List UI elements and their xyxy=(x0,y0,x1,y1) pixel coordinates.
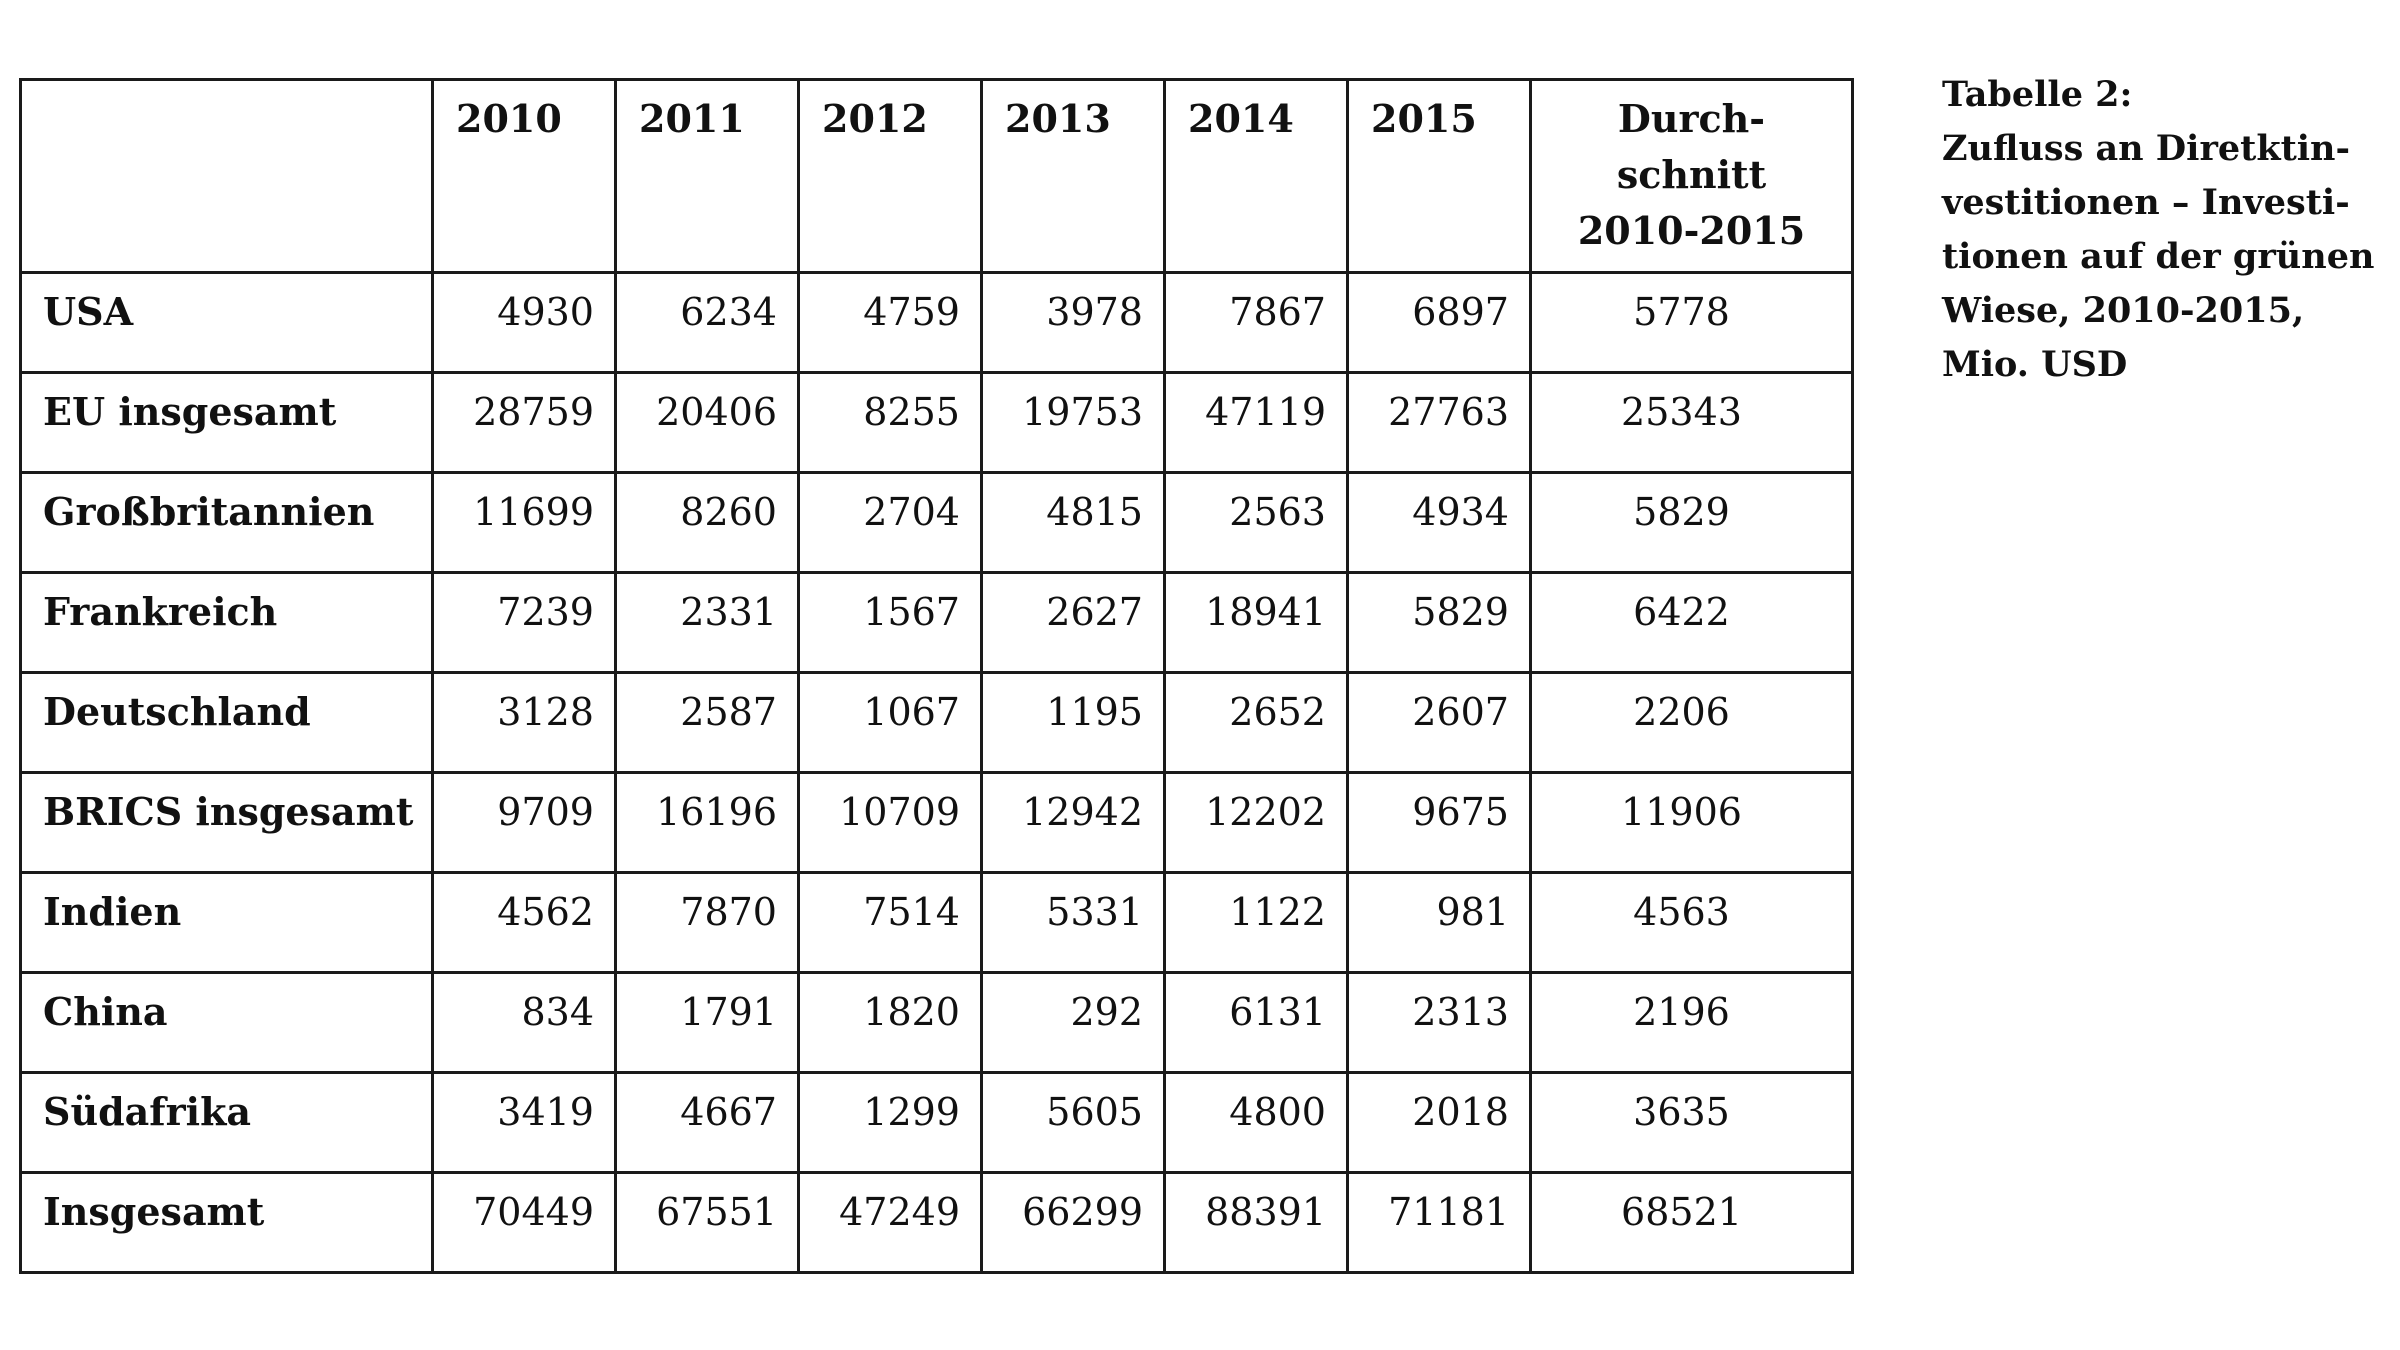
row-label-cell: Frankreich xyxy=(21,573,433,673)
year-header-2010: 2010 xyxy=(433,80,616,273)
average-value-cell: 2206 xyxy=(1531,673,1853,773)
value-cell-2015: 6897 xyxy=(1348,273,1531,373)
table-row xyxy=(21,1173,1853,1273)
table-row xyxy=(21,673,1853,773)
year-header-2011: 2011 xyxy=(616,80,799,273)
average-header xyxy=(1531,80,1853,273)
table-row xyxy=(21,973,1853,1073)
value-cell-2015: 2313 xyxy=(1348,973,1531,1073)
value-cell-2013: 1195 xyxy=(982,673,1165,773)
table-row xyxy=(21,1073,1853,1173)
table-body xyxy=(21,273,1853,1273)
average-value-cell: 2196 xyxy=(1531,973,1853,1073)
value-cell-2013: 2627 xyxy=(982,573,1165,673)
value-cell-2012: 4759 xyxy=(799,273,982,373)
value-cell-2011: 20406 xyxy=(616,373,799,473)
value-cell-2015: 4934 xyxy=(1348,473,1531,573)
average-value-cell: 5778 xyxy=(1531,273,1853,373)
average-header-line-1: Durch- xyxy=(1617,96,1766,141)
value-cell-2012: 1567 xyxy=(799,573,982,673)
caption-line-3: vestitionen – Investi- xyxy=(1942,182,2350,223)
table-row xyxy=(21,773,1853,873)
value-cell-2013: 19753 xyxy=(982,373,1165,473)
table-row xyxy=(21,873,1853,973)
value-cell-2012: 47249 xyxy=(799,1173,982,1273)
row-label-cell: USA xyxy=(21,273,433,373)
value-cell-2011: 7870 xyxy=(616,873,799,973)
value-cell-2013: 12942 xyxy=(982,773,1165,873)
value-cell-2010: 3128 xyxy=(433,673,616,773)
value-cell-2011: 4667 xyxy=(616,1073,799,1173)
value-cell-2011: 8260 xyxy=(616,473,799,573)
value-cell-2014: 2563 xyxy=(1165,473,1348,573)
value-cell-2011: 1791 xyxy=(616,973,799,1073)
caption-line-2: Zufluss an Diretktin- xyxy=(1942,128,2351,169)
average-value-cell: 5829 xyxy=(1531,473,1853,573)
value-cell-2011: 16196 xyxy=(616,773,799,873)
average-value-cell: 3635 xyxy=(1531,1073,1853,1173)
value-cell-2010: 834 xyxy=(433,973,616,1073)
value-cell-2010: 3419 xyxy=(433,1073,616,1173)
header-row xyxy=(21,80,1853,273)
fdi-table xyxy=(19,78,1854,1274)
table-row xyxy=(21,373,1853,473)
value-cell-2013: 3978 xyxy=(982,273,1165,373)
caption-line-1: Tabelle 2: xyxy=(1942,74,2133,115)
value-cell-2010: 7239 xyxy=(433,573,616,673)
row-label-cell: Deutschland xyxy=(21,673,433,773)
row-label-cell: Indien xyxy=(21,873,433,973)
value-cell-2012: 1067 xyxy=(799,673,982,773)
value-cell-2014: 88391 xyxy=(1165,1173,1348,1273)
value-cell-2010: 11699 xyxy=(433,473,616,573)
year-header-2012: 2012 xyxy=(799,80,982,273)
row-label-cell: Südafrika xyxy=(21,1073,433,1173)
value-cell-2010: 4930 xyxy=(433,273,616,373)
average-value-cell: 11906 xyxy=(1531,773,1853,873)
value-cell-2015: 27763 xyxy=(1348,373,1531,473)
table-caption xyxy=(1942,68,2392,392)
average-value-cell: 68521 xyxy=(1531,1173,1853,1273)
table-row xyxy=(21,273,1853,373)
value-cell-2015: 2018 xyxy=(1348,1073,1531,1173)
caption-line-6: Mio. USD xyxy=(1942,344,2128,385)
caption-line-5: Wiese, 2010-2015, xyxy=(1942,290,2305,331)
fdi-table-container xyxy=(19,78,1854,1274)
value-cell-2011: 2331 xyxy=(616,573,799,673)
caption-line-4: tionen auf der grünen xyxy=(1942,236,2375,277)
value-cell-2012: 7514 xyxy=(799,873,982,973)
value-cell-2010: 70449 xyxy=(433,1173,616,1273)
year-header-2014: 2014 xyxy=(1165,80,1348,273)
value-cell-2010: 28759 xyxy=(433,373,616,473)
average-header-line-2: schnitt xyxy=(1616,152,1767,197)
value-cell-2010: 4562 xyxy=(433,873,616,973)
value-cell-2012: 2704 xyxy=(799,473,982,573)
value-cell-2014: 1122 xyxy=(1165,873,1348,973)
value-cell-2010: 9709 xyxy=(433,773,616,873)
value-cell-2014: 6131 xyxy=(1165,973,1348,1073)
value-cell-2013: 66299 xyxy=(982,1173,1165,1273)
value-cell-2011: 2587 xyxy=(616,673,799,773)
value-cell-2014: 4800 xyxy=(1165,1073,1348,1173)
row-label-cell: China xyxy=(21,973,433,1073)
value-cell-2012: 10709 xyxy=(799,773,982,873)
value-cell-2014: 12202 xyxy=(1165,773,1348,873)
row-label-cell: EU insgesamt xyxy=(21,373,433,473)
row-label-cell: Insgesamt xyxy=(21,1173,433,1273)
value-cell-2015: 71181 xyxy=(1348,1173,1531,1273)
value-cell-2013: 4815 xyxy=(982,473,1165,573)
row-label-cell: Großbritannien xyxy=(21,473,433,573)
value-cell-2012: 1820 xyxy=(799,973,982,1073)
value-cell-2014: 47119 xyxy=(1165,373,1348,473)
value-cell-2013: 292 xyxy=(982,973,1165,1073)
table-row xyxy=(21,473,1853,573)
value-cell-2015: 5829 xyxy=(1348,573,1531,673)
value-cell-2014: 7867 xyxy=(1165,273,1348,373)
corner-header-cell xyxy=(21,80,433,273)
average-value-cell: 6422 xyxy=(1531,573,1853,673)
value-cell-2013: 5331 xyxy=(982,873,1165,973)
year-header-2013: 2013 xyxy=(982,80,1165,273)
value-cell-2015: 9675 xyxy=(1348,773,1531,873)
value-cell-2015: 2607 xyxy=(1348,673,1531,773)
year-header-2015: 2015 xyxy=(1348,80,1531,273)
value-cell-2011: 67551 xyxy=(616,1173,799,1273)
row-label-cell: BRICS insgesamt xyxy=(21,773,433,873)
average-header-line-3: 2010-2015 xyxy=(1577,208,1806,253)
value-cell-2015: 981 xyxy=(1348,873,1531,973)
value-cell-2012: 8255 xyxy=(799,373,982,473)
average-value-cell: 4563 xyxy=(1531,873,1853,973)
value-cell-2012: 1299 xyxy=(799,1073,982,1173)
average-value-cell: 25343 xyxy=(1531,373,1853,473)
value-cell-2013: 5605 xyxy=(982,1073,1165,1173)
value-cell-2011: 6234 xyxy=(616,273,799,373)
table-row xyxy=(21,573,1853,673)
value-cell-2014: 2652 xyxy=(1165,673,1348,773)
value-cell-2014: 18941 xyxy=(1165,573,1348,673)
